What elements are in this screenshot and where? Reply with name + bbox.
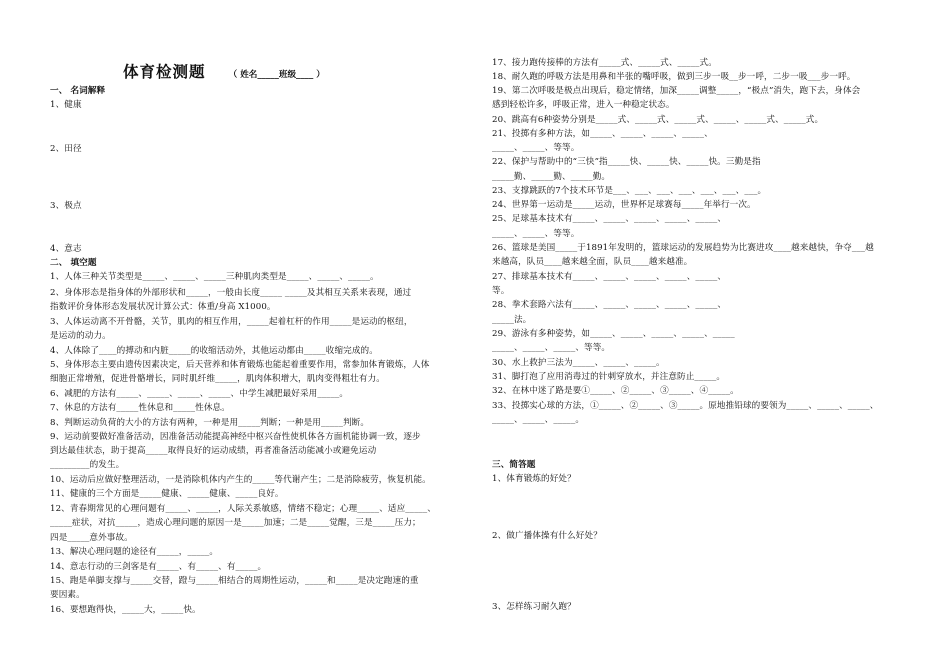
left-line: 是运动的动力。 [50,331,111,341]
left-line: 细胞正常增殖，促进骨骼增长，同时肌纤维_____，肌肉体积增大，肌肉变得粗壮有力。 [50,374,385,384]
left-line: 8、判断运动负荷的大小的方法有两种，一种是用_____判断；一种是用_____判断。 [50,418,370,428]
right-line: _____法。 [492,315,532,325]
right-line: 25、足球基本技术有_____、_____、_____、_____、_____、 [492,214,727,224]
left-line: _________的发生。 [50,460,125,470]
right-line: 31、脚打泡了应用消毒过的针刺穿放水，并注意防止_____。 [492,372,726,382]
right-line: 24、世界第一运动是_____运动，世界杯足球赛每_____年举行一次。 [492,200,756,210]
left-line: 要因素。 [50,590,85,600]
right-line: _____勤、_____勤、_____勤。 [492,172,611,182]
left-line: 9、运动前要做好准备活动，因准备活动能提高神经中枢兴奋性使机体各方面机能协调一致，逐步 [50,432,421,442]
left-line: 一、 名词解释 [50,86,106,96]
left-line: 15、跑是单脚支撑与_____交替，蹬与_____相结合的周期性运动，_____和_____是决定跑速的重 [50,576,419,586]
right-line: 21、投掷有多种方法，如_____、_____、_____、_____、 [492,129,713,139]
right-line: 26、篮球是美国_____于1891年发明的，篮球运动的发展趋势为比赛进攻____越来越快，争夺___越 [492,243,874,253]
left-line: 6、减肥的方法有_____、_____、_____、_____、中学生减肥最好采用_____。 [50,389,349,399]
right-line: _____、_____、等等。 [492,229,580,239]
left-line: 16、要想跑得快，_____大，_____快。 [50,605,201,615]
right-line: 30、水上救护三法为_____、_____、_____。 [492,358,665,368]
header [123,60,325,82]
left-line: _____症状，对抗_____，造成心理问题的原因一是_____加速；二是_____觉醒，三是_____压力； [50,518,421,528]
right-line: 22、保护与帮助中的“三快”指_____快、_____快、_____快。三勤是指 [492,157,761,167]
right-line: 感到轻松许多，呼吸正常，进入一种稳定状态。 [492,100,675,110]
left-line: 4、意志 [50,244,82,254]
left-line: 1、健康 [50,100,82,110]
left-line: 2、身体形态是指身体的外部形状和_____，一般由长度_____ _____及其相互关系来表现，通过 [50,288,412,298]
right-line: 1、体育锻炼的好处？ [492,474,576,484]
left-line: 13、解决心理问题的途径有_____，_____。 [50,547,219,557]
right-line: 27、排球基本技术有_____、_____、_____、_____、_____、 [492,272,727,282]
right-line: 3、怎样练习耐久跑？ [492,602,576,612]
left-line: 到达最佳状态，助于提高_____取得良好的运动成绩，再者准备活动能减小或避免运动 [50,446,377,456]
left-line: 10、运动后应做好整理活动，一是消除机体内产生的_____等代谢产生；二是消除疲劳，恢复机能。 [50,475,431,485]
right-line: 23、支撑跳跃的7个技术环节是___、___、___、___、___、___、___。 [492,186,767,196]
right-line: _____、_____、_____。 [492,415,585,425]
left-line: 7、休息的方法有_____性休息和_____性休息。 [50,403,230,413]
left-line: 3、极点 [50,201,82,211]
left-line: 2、田径 [50,144,82,154]
left-line: 14、意志行动的三剑客是有_____、有_____、有_____。 [50,562,267,572]
left-line: 1、人体三种关节类型是_____、_____、_____三种肌肉类型是_____、_____、_____。 [50,272,379,282]
left-line: 指数评价身体形态发展状况计算公式：体重/身高 X1000。 [50,302,276,312]
right-line: _____、_____、_____、等等。 [492,343,611,353]
right-line: 17、接力跑传接棒的方法有_____式、_____式、_____式。 [492,58,717,68]
page-title: 体育检测题 [123,62,206,81]
left-line: 4、人体除了____的搏动和内脏_____的收缩活动外，其他运动都由_____收缩完成的。 [50,346,378,356]
left-line: 二、 填空题 [50,258,97,268]
right-line: 19、第二次呼吸是极点出现后，稳定情绪，加深_____调整_____，“极点”消失，跑下去，身体会 [492,86,861,96]
left-line: 3、人体运动离不开骨骼，关节，肌肉的相互作用，_____起着杠杆的作用_____是运动的枢纽， [50,317,413,327]
left-line: 12、青春期常见的心理问题有_____、_____，人际关系敏感，情绪不稳定；心理_____、适应_____、 [50,504,436,514]
right-line: 18、耐久跑的呼吸方法是用鼻和半张的嘴呼吸，做到三步一吸__步一呼，二步一吸___步一呼。 [492,72,856,82]
right-line: 32、在林中迷了路是要①_____、②_____、③_____、④_____。 [492,386,739,396]
name-class-fields: （ 姓名_____班级____ ） [228,70,325,80]
right-line: 20、跳高有6种姿势分别是_____式、_____式、_____式、_____、_____式、_____式。 [492,115,824,125]
right-line: 三、简答题 [492,460,536,470]
left-line: 11、健康的三个方面是_____健康、_____健康、_____良好。 [50,489,284,499]
left-line: 四是_____意外事故。 [50,533,133,543]
right-line: 来越高，队员____越来越全面，队员____越来越准。 [492,257,693,267]
right-line: _____、_____、等等。 [492,143,580,153]
right-line: 28、拳术套路六法有_____、_____、_____、_____、_____、 [492,300,727,310]
right-line: 29、游泳有多种姿势，如_____、_____、_____、_____、_____ [492,329,735,339]
left-line: 5、身体形态主要由遗传因素决定，后天营养和体育锻炼也能起着重要作用，常参加体育锻炼，人体 [50,360,430,370]
right-line: 2、做广播体操有什么好处？ [492,531,602,541]
right-line: 33、投掷实心球的方法，①_____、②_____、③_____。原地推铅球的要领为_____、_____、_____、 [492,401,879,411]
right-line: 等。 [492,286,510,296]
